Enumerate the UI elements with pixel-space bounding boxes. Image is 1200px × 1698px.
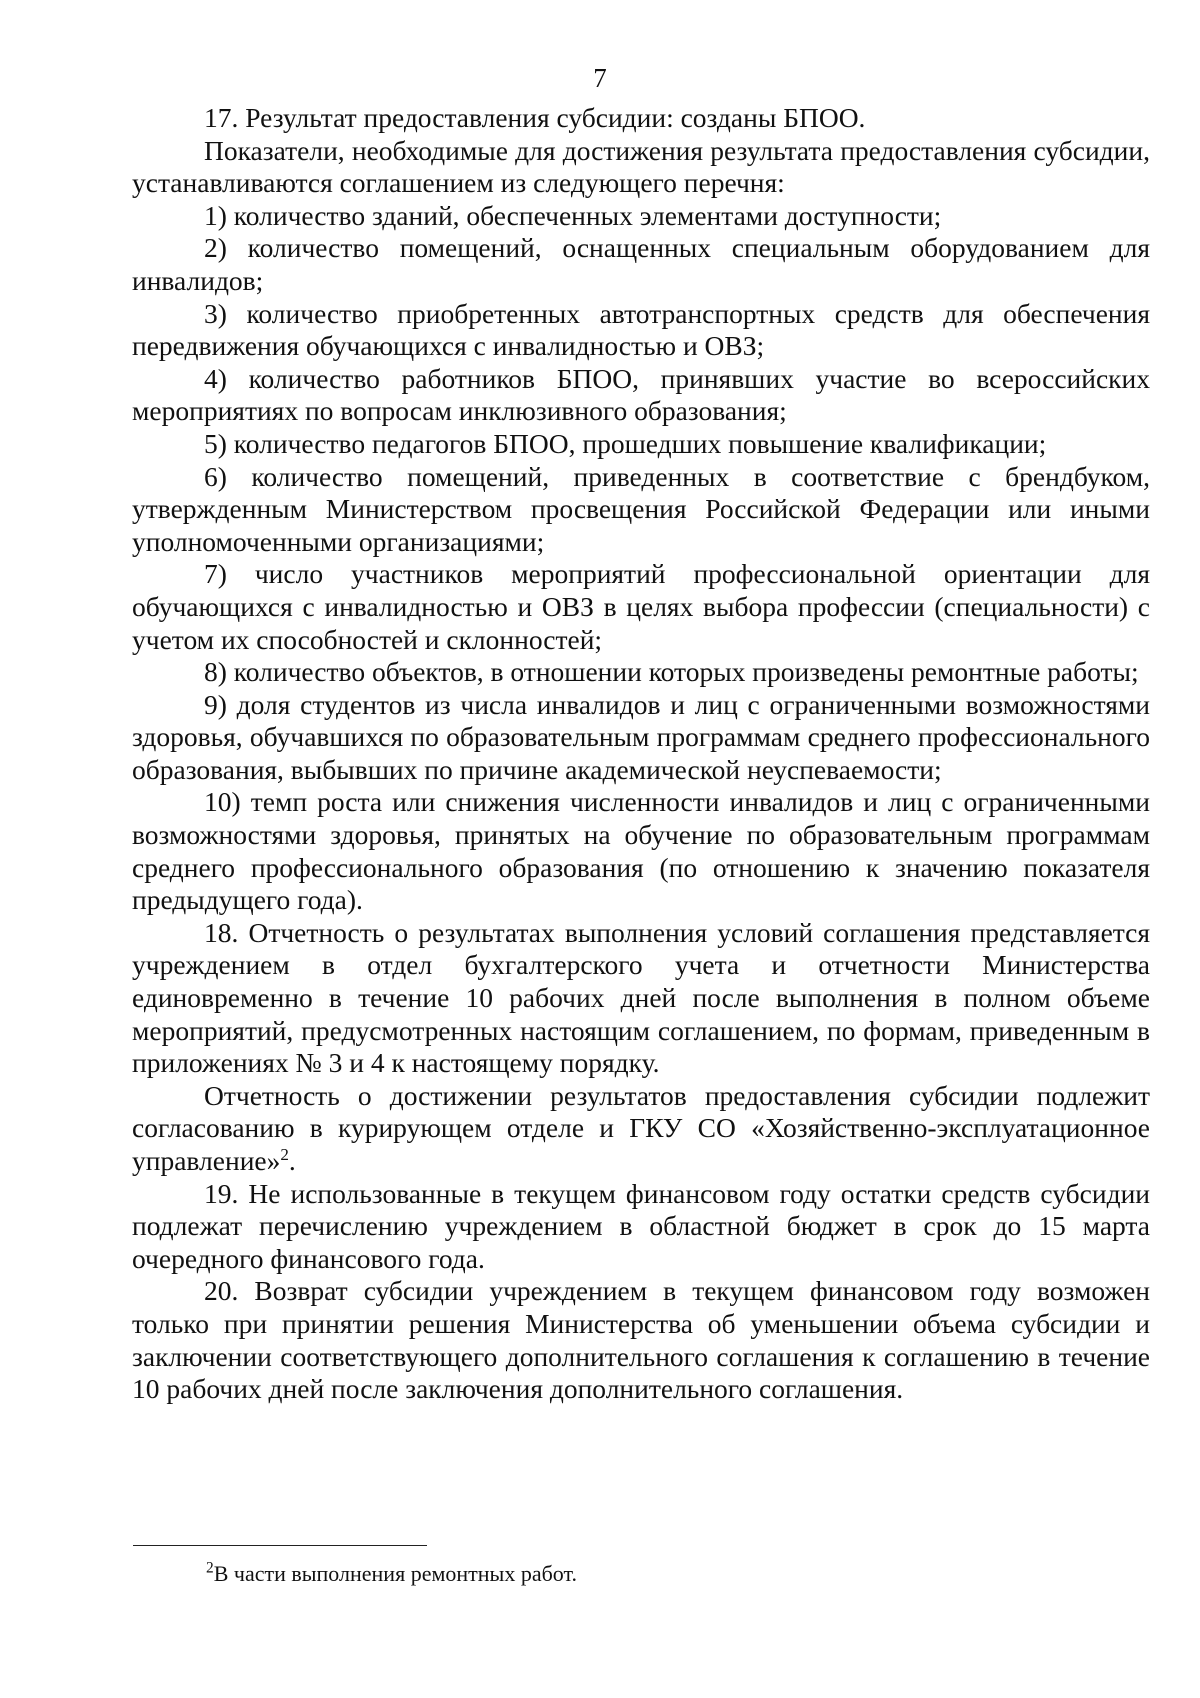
page-number: 7	[593, 63, 607, 93]
footnote-divider	[133, 1545, 427, 1546]
footnote-text: В части выполнения ремонтных работ.	[213, 1561, 577, 1586]
list-item-indicator-10: 10) темп роста или снижения численности инвалидов и лиц с ограниченными возможностями здоровья, принятых на обучение по образовательным программам среднего профессионального образования (по отношению к значению показателя предыдущего года).	[132, 786, 1150, 916]
footnote-reference[interactable]: 2	[280, 1144, 289, 1164]
footnote-marker: 2	[206, 1559, 214, 1577]
paragraph-unused-funds: 19. Не использованные в текущем финансовом году остатки средств субсидии подлежат перечислению учреждением в областной бюджет в срок до 15 марта очередного финансового года.	[132, 1177, 1150, 1274]
list-item-indicator-9: 9) доля студентов из числа инвалидов и лиц с ограниченными возможностями здоровья, обучавшихся по образовательным программам среднего профессионального образования, выбывших по причине академической неуспеваемости;	[132, 688, 1150, 785]
list-item-indicator-2: 2) количество помещений, оснащенных специальным оборудованием для инвалидов;	[132, 232, 1150, 296]
list-item-indicator-6: 6) количество помещений, приведенных в соответствие с брендбуком, утвержденным Министерством просвещения Российской Федерации или иными уполномоченными организациями;	[132, 460, 1150, 557]
paragraph-indicators-intro: Показатели, необходимые для достижения результата предоставления субсидии, устанавливаются соглашением из следующего перечня:	[132, 134, 1150, 199]
document-body	[132, 102, 1150, 1406]
paragraph-reporting-approval-end: .	[288, 1145, 296, 1176]
list-item-indicator-3: 3) количество приобретенных автотранспортных средств для обеспечения передвижения обучающихся с инвалидностью и ОВЗ;	[132, 297, 1150, 362]
paragraph-reporting-approval	[132, 1080, 1150, 1178]
list-item-indicator-1: 1) количество зданий, обеспеченных элементами доступности;	[204, 199, 942, 231]
paragraph-subsidy-return: 20. Возврат субсидии учреждением в текущем финансовом году возможен только при принятии решения Министерства об уменьшении объема субсидии и заключении соответствующего дополнительного соглашения к соглашению в течение 10 рабочих дней после заключения дополнительного соглашения.	[132, 1275, 1150, 1405]
paragraph-reporting-approval-text: Отчетность о достижении результатов предоставления субсидии подлежит согласованию в курирующем отделе и ГКУ СО «Хозяйственно-эксплуатационное управление»	[132, 1079, 1150, 1176]
list-item-indicator-4: 4) количество работников БПОО, принявших участие во всероссийских мероприятиях по вопросам инклюзивного образования;	[132, 362, 1150, 427]
list-item-indicator-5: 5) количество педагогов БПОО, прошедших повышение квалификации;	[204, 427, 1047, 459]
paragraph-reporting: 18. Отчетность о результатах выполнения условий соглашения представляется учреждением в отдел бухгалтерского учета и отчетности Министерства единовременно в течение 10 рабочих дней после выполнения в полном объеме мероприятий, предусмотренных настоящим соглашением, по формам, приведенным в приложениях № 3 и 4 к настоящему порядку.	[132, 916, 1150, 1079]
paragraph-result: 17. Результат предоставления субсидии: созданы БПОО.	[204, 102, 866, 133]
list-item-indicator-8: 8) количество объектов, в отношении которых произведены ремонтные работы;	[204, 656, 1139, 688]
list-item-indicator-7: 7) число участников мероприятий профессиональной ориентации для обучающихся с инвалидностью и ОВЗ в целях выбора профессии (специальности) с учетом их способностей и склонностей;	[132, 558, 1150, 655]
footnote	[206, 1560, 1146, 1588]
